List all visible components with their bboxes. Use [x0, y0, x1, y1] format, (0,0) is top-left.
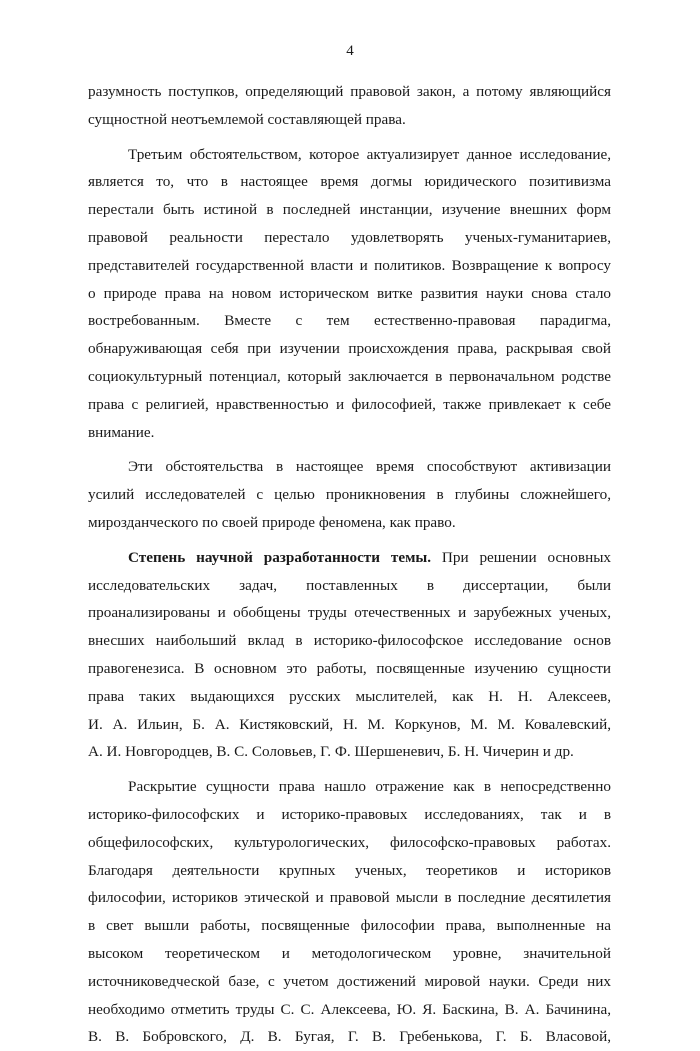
text-line: правогенезиса. В основном это работы, посвященные изучению сущности: [88, 659, 611, 677]
text-line: обнаруживающая себя при изучении происхождения права, раскрывая свой: [88, 340, 611, 358]
text-line: Раскрытие сущности права нашло отражение как в непосредственно: [128, 778, 611, 796]
text-line: исследовательских задач, поставленных в диссертации, были: [88, 576, 611, 594]
paragraph: [88, 773, 611, 1051]
text-line: о природе права на новом историческом витке развития науки снова стало: [88, 284, 611, 302]
paragraph-continuation: [88, 78, 611, 134]
text-line: Эти обстоятельства в настоящее время способствуют активизации: [128, 458, 611, 476]
text-line: А. И. Новгородцев, В. С. Соловьев, Г. Ф. Шершеневич, Б. Н. Чичерин и др.: [88, 743, 574, 761]
text-line: И. А. Ильин, Б. А. Кистяковский, Н. М. Коркунов, М. М. Ковалевский,: [88, 715, 611, 733]
text-line: проанализированы и обобщены труды отечественных и зарубежных ученых,: [88, 604, 611, 622]
text-line: востребованным. Вместе с тем естественно-правовая парадигма,: [88, 312, 611, 330]
text-line: мирозданческого по своей природе феномена, как право.: [88, 513, 456, 531]
text-line: правовой реальности перестало удовлетворять ученых-гуманитариев,: [88, 228, 611, 246]
paragraph: [88, 453, 611, 536]
text-line: социокультурный потенциал, который заключается в первоначальном родстве: [88, 367, 611, 385]
section-heading: Степень научной разработанности темы.: [128, 548, 432, 566]
heading-continuation: При решении основных: [431, 548, 611, 566]
document-body: [88, 78, 611, 1051]
text-line: Третьим обстоятельством, которое актуализирует данное исследование,: [128, 145, 611, 163]
text-line: [88, 544, 611, 572]
text-line: перестали быть истиной в последней инстанции, изучение внешних форм: [88, 201, 611, 219]
text-line: Благодаря деятельности крупных ученых, теоретиков и историков: [88, 861, 611, 879]
page-number: 4: [346, 43, 354, 59]
text-line: внимание.: [88, 423, 155, 441]
text-line: необходимо отметить труды С. С. Алексеева, Ю. Я. Баскина, В. А. Бачинина,: [88, 1000, 611, 1018]
text-line: философии, историков этической и правовой мысли в последние десятилетия: [88, 889, 611, 907]
text-line: В. В. Бобровского, Д. В. Бугая, Г. В. Гребенькова, Г. Б. Власовой,: [88, 1028, 611, 1046]
text-line: историко-философских и историко-правовых исследованиях, так и в: [88, 805, 611, 823]
text-line: права с религией, нравственностью и философией, также привлекает к себе: [88, 395, 611, 413]
text-line: права таких выдающихся русских мыслителей, как Н. Н. Алексеев,: [88, 687, 611, 705]
paragraph-research-degree: [88, 544, 611, 766]
text-line: в свет вышли работы, посвященные философии права, выполненные на: [88, 917, 611, 935]
text-line: представителей государственной власти и политиков. Возвращение к вопросу: [88, 256, 611, 274]
paragraph: [88, 141, 611, 447]
text-line: сущностной неотъемлемой составляющей права.: [88, 110, 406, 128]
text-line: высоком теоретическом и методологическом уровне, значительной: [88, 944, 611, 962]
text-line: разумность поступков, определяющий правовой закон, а потому являющийся: [88, 83, 611, 100]
text-line: усилий исследователей с целью проникновения в глубины сложнейшего,: [88, 486, 611, 504]
text-line: является то, что в настоящее время догмы юридического позитивизма: [88, 173, 611, 191]
text-line: внесших наибольший вклад в историко-философское исследование основ: [88, 632, 611, 650]
text-line: источниковедческой базе, с учетом достижений мировой науки. Среди них: [88, 972, 611, 990]
text-line: общефилософских, культурологических, философско-правовых работах.: [88, 833, 611, 851]
